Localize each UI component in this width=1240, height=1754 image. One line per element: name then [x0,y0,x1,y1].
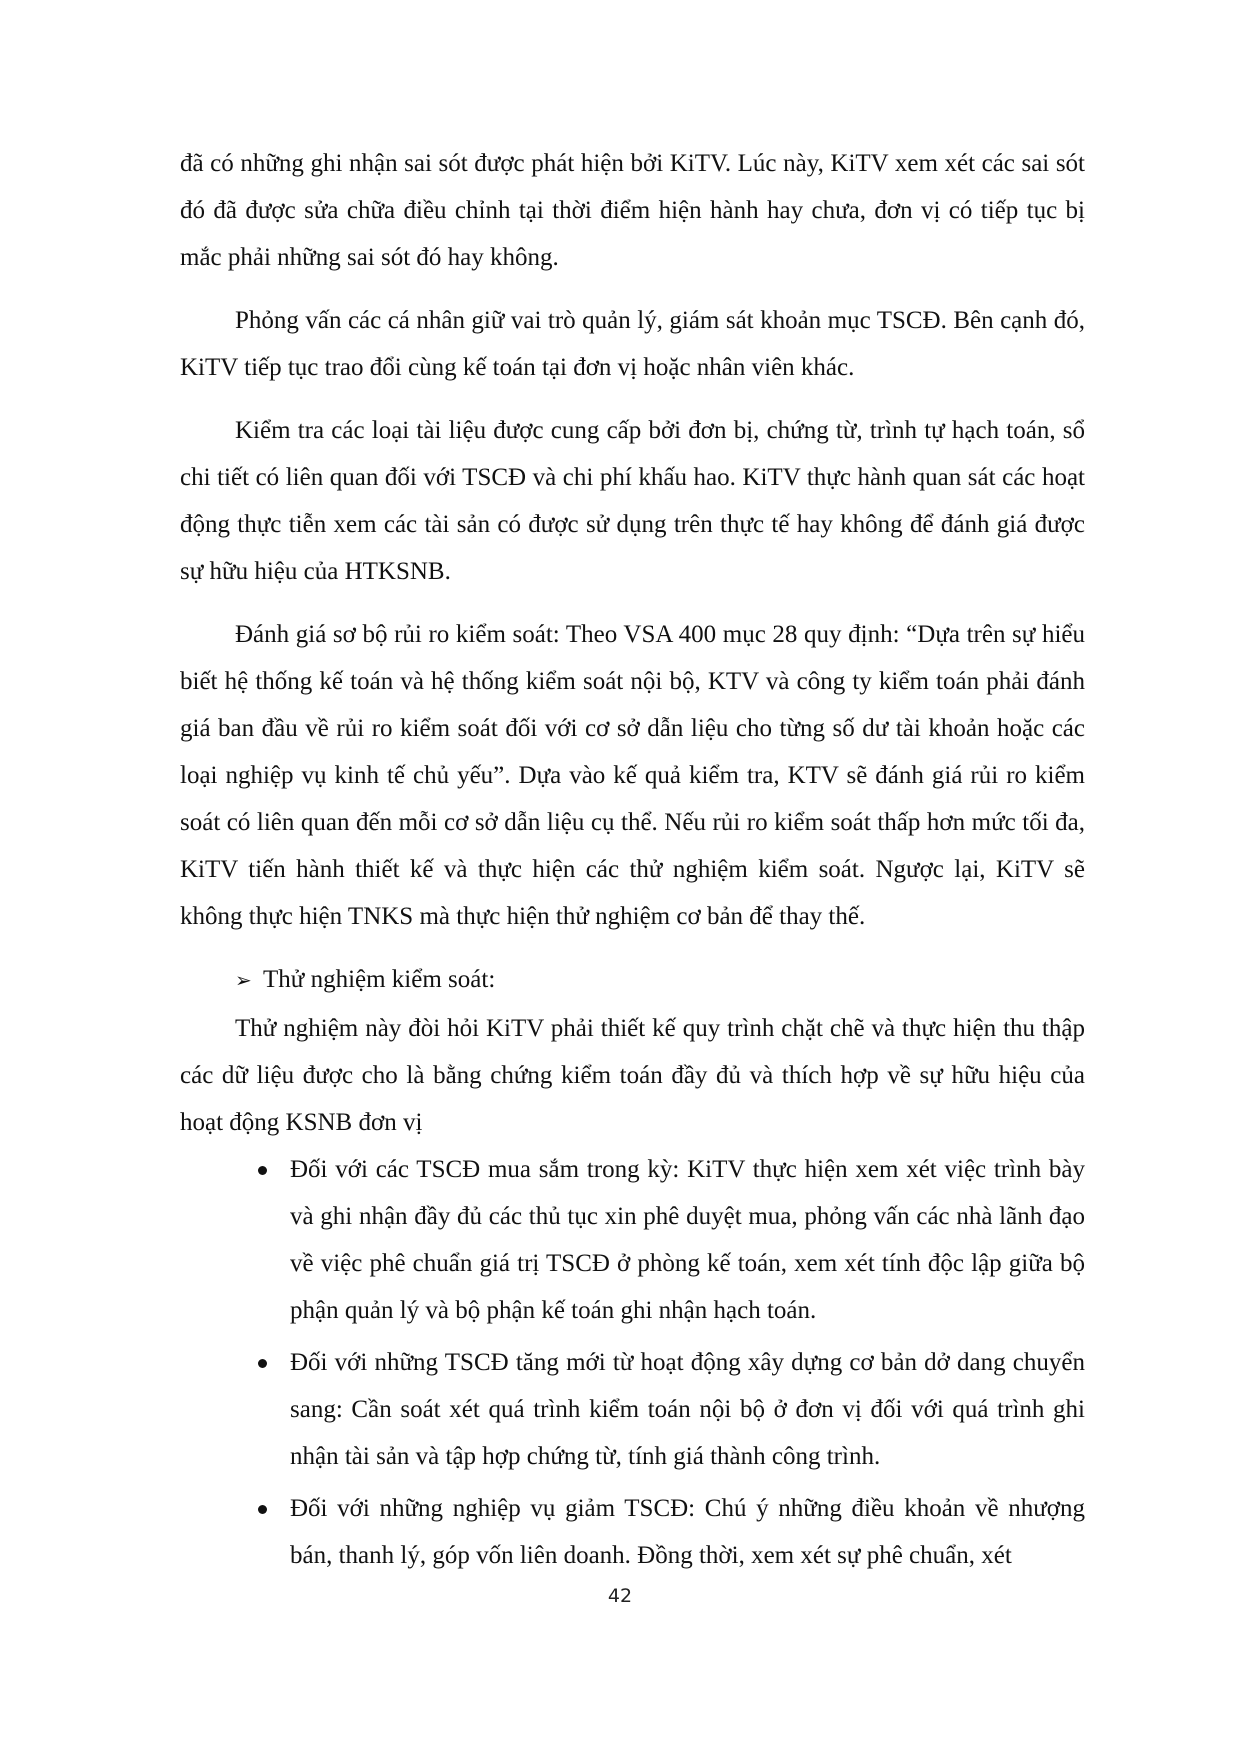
list-item-text: Đối với những TSCĐ tăng mới từ hoạt động xây dựng cơ bản dở dang chuyển sang: Cần soát xét quá trình kiểm toán nội bộ ở đơn vị đối với quá trình ghi nhận tài sản và tập hợp chứng từ, tính giá thành công trình. [290,1349,1085,1470]
section-intro: Thử nghiệm này đòi hỏi KiTV phải thiết kế quy trình chặt chẽ và thực hiện thu thập các dữ liệu được cho là bằng chứng kiểm toán đầy đủ và thích hợp về sự hữu hiệu của hoạt động KSNB đơn vị [180,1015,1085,1136]
list-item [290,1146,1085,1334]
bullet-list [180,1146,1085,1579]
bullet-dot-icon [258,1359,267,1368]
bullet-dot-icon [258,1505,267,1514]
page-body [180,140,1085,1584]
paragraph-continuation: đã có những ghi nhận sai sót được phát hiện bởi KiTV. Lúc này, KiTV xem xét các sai sót đó đã được sửa chữa điều chỉnh tại thời điểm hiện hành hay chưa, đơn vị có tiếp tục bị mắc phải những sai sót đó hay không. [180,150,1085,271]
paragraph-document-check: Kiểm tra các loại tài liệu được cung cấp bởi đơn bị, chứng từ, trình tự hạch toán, sổ chi tiết có liên quan đối với TSCĐ và chi phí khấu hao. KiTV thực hành quan sát các hoạt động thực tiễn xem các tài sản có được sử dụng trên thực tế hay không để đánh giá được sự hữu hiệu của HTKSNB. [180,417,1085,585]
arrow-bullet-icon: ➢ [235,970,252,992]
paragraph-risk-assessment: Đánh giá sơ bộ rủi ro kiểm soát: Theo VSA 400 mục 28 quy định: “Dựa trên sự hiểu biết hệ thống kế toán và hệ thống kiểm soát nội bộ, KTV và công ty kiểm toán phải đánh giá ban đầu về rủi ro kiểm soát đối với cơ sở dẫn liệu cho từng số dư tài khoản hoặc các loại nghiệp vụ kinh tế chủ yếu”. Dựa vào kế quả kiểm tra, KTV sẽ đánh giá rủi ro kiểm soát có liên quan đến mỗi cơ sở dẫn liệu cụ thể. Nếu rủi ro kiểm soát thấp hơn mức tối đa, KiTV tiến hành thiết kế và thực hiện các thử nghiệm kiểm soát. Ngược lại, KiTV sẽ không thực hiện TNKS mà thực hiện thử nghiệm cơ bản để thay thế. [180,621,1085,930]
list-item-text: Đối với những nghiệp vụ giảm TSCĐ: Chú ý những điều khoản về nhượng bán, thanh lý, góp vốn liên doanh. Đồng thời, xem xét sự phê chuẩn, xét [290,1495,1085,1569]
list-item [290,1339,1085,1480]
list-item-text: Đối với các TSCĐ mua sắm trong kỳ: KiTV thực hiện xem xét việc trình bày và ghi nhận đầy đủ các thủ tục xin phê duyệt mua, phỏng vấn các nhà lãnh đạo về việc phê chuẩn giá trị TSCĐ ở phòng kế toán, xem xét tính độc lập giữa bộ phận quản lý và bộ phận kế toán ghi nhận hạch toán. [290,1156,1085,1324]
page-number: 42 [607,1585,633,1607]
list-item [290,1485,1085,1579]
paragraph-interview: Phỏng vấn các cá nhân giữ vai trò quản lý, giám sát khoản mục TSCĐ. Bên cạnh đó, KiTV tiếp tục trao đổi cùng kế toán tại đơn vị hoặc nhân viên khác. [180,307,1085,381]
section-heading-text: Thử nghiệm kiểm soát: [263,966,496,993]
section-heading [180,956,1085,1005]
bullet-dot-icon [258,1166,267,1175]
